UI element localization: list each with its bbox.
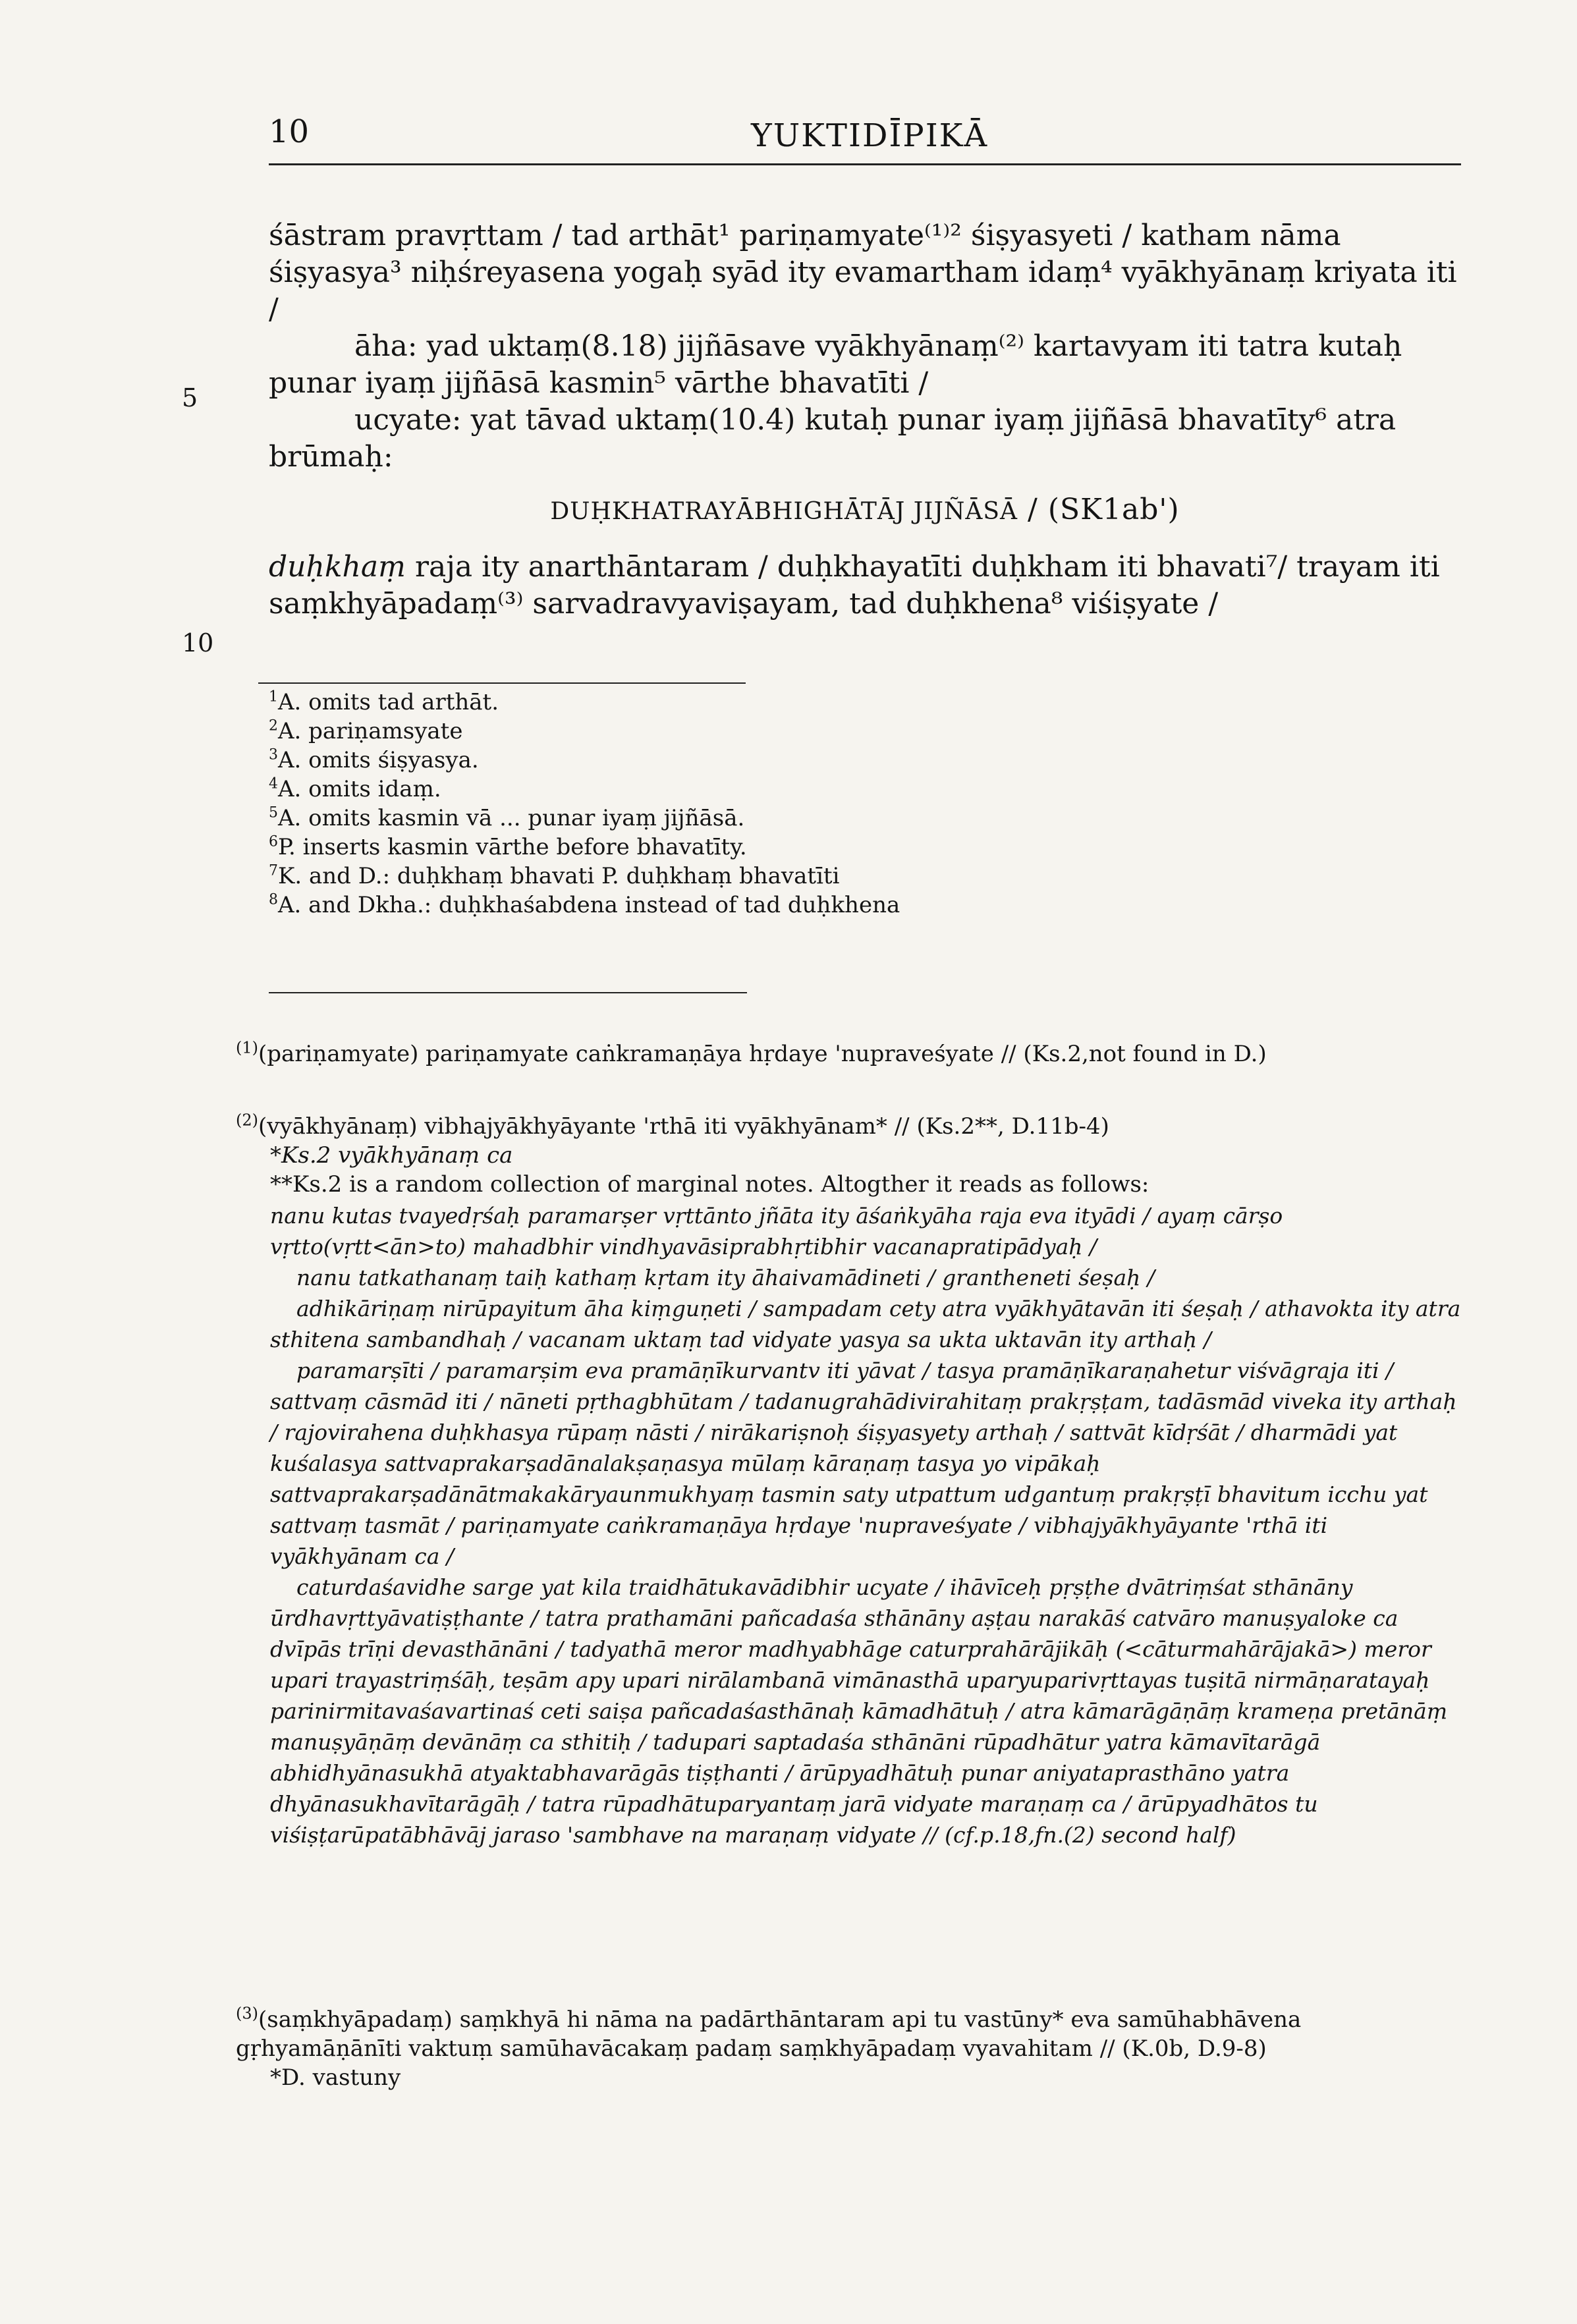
footnote: [269, 862, 1454, 891]
note-marker: (2): [236, 1111, 258, 1130]
karika-heading: [269, 491, 1461, 530]
main-paragraph-3: ucyate: yat tāvad uktaṃ(10.4) kutaḥ punar iyaṃ jijñāsā bhavatīty⁶ atra brūmaḥ:: [269, 403, 1397, 474]
footnote-number: 5: [269, 804, 278, 821]
karika-reference: / (SK1ab'): [1028, 493, 1180, 526]
marginal-note-2: nanu tatkathanaṃ taiḥ kathaṃ kṛtam ity āhaivamādineti / grantheneti śeṣaḥ /: [296, 1265, 1155, 1290]
note-3-head: [236, 2005, 1461, 2063]
marginal-note-4: paramarṣīti / paramarṣim eva pramāṇīkurvantv iti yāvat / tasya pramāṇīkaraṇahetur viśvāgraja iti / sattvaṃ cāsmād iti / nāneti pṛthagbhūtam / tadanugrahādivirahitaṃ prakṛṣṭam, tadāsmād viveka ity arthaḥ / rajovirahena duḥkhasya rūpaṃ nāsti / nirākariṣnoḥ śiṣyasyety arthaḥ / sattvāt kīdṛśāt / dharmādi yat kuśalasya sattvaprakarṣadānalakṣaṇasya mūlaṃ kāraṇaṃ tasya yo vipākaḥ sattvaprakarṣadānātmakakāryaunmukhyaṃ tasmin saty utpattum udgantuṃ prakṛṣṭī bhavitum icchu yat sattvaṃ tasmāt / pariṇamyate caṅkramaṇāya hṛdaye 'nupraveśyate / vibhajyākhyāyante 'rthā iti vyākhyānam ca /: [270, 1358, 1457, 1569]
note-3: [236, 2005, 1461, 2092]
footnote: [269, 775, 1454, 804]
footnote-text: A. omits śiṣyasya.: [278, 747, 479, 773]
footnote-number: 3: [269, 746, 278, 763]
main-paragraph-2: āha: yad uktaṃ(8.18) jijñāsave vyākhyānaṃ⁽²⁾ kartavyam iti tatra kutaḥ punar iyaṃ jijñāsā kasmin⁵ vārthe bhavatīti /: [269, 329, 1402, 400]
footnote: [269, 688, 1454, 717]
marginal-note-1: nanu kutas tvayedṛśaḥ paramarṣer vṛttānto jñāta ity āśaṅkyāha raja eva ityādi / ayaṃ cārṣo vṛtto(vṛtt<ān>to) mahadbhir vindhyavāsiprabhṛtibhir vacanapratipādyaḥ /: [270, 1203, 1283, 1259]
footnote-number: 6: [269, 833, 278, 850]
footnote-number: 1: [269, 688, 278, 706]
footnote-text: P. inserts kasmin vārthe before bhavatīty.: [278, 834, 747, 860]
footnote-text: A. omits kasmin vā ... punar iyaṃ jijñāsā.: [278, 805, 745, 831]
main-paragraph-1: śāstram pravṛttam / tad arthāt¹ pariṇamyate⁽¹⁾² śiṣyasyeti / katham nāma śiṣyasya³ niḥśreyasena yogaḥ syād ity evamartham idaṃ⁴ vyākhyānaṃ kriyata iti /: [269, 219, 1457, 326]
note-1-text: (pariṇamyate) pariṇamyate caṅkramaṇāya hṛdaye 'nupraveśyate // (Ks.2,not found in D.): [258, 1041, 1267, 1067]
note-1-head: [236, 1039, 1461, 1068]
main-paragraph-4-text: raja ity anarthāntaram / duḥkhayatīti duḥkham iti bhavati⁷/ trayam iti saṃkhyāpadaṃ⁽³⁾ sarvadravyaviṣayam, tad duḥkhena⁸ viśiṣyate /: [269, 550, 1440, 621]
note-3-text: (saṃkhyāpadaṃ) saṃkhyā hi nāma na padārthāntaram api tu vastūny* eva samūhabhāvena gṛhyamāṇānīti vaktuṃ samūhavācakaṃ padaṃ saṃkhyāpadaṃ vyavahitam // (K.0b, D.9-8): [236, 2006, 1302, 2062]
note-1: [236, 1039, 1461, 1068]
karika-text: DUḤKHATRAYĀBHIGHĀTĀJ JIJÑĀSĀ: [550, 498, 1018, 525]
footnote-rule: [258, 682, 746, 684]
line-number-10: 10: [182, 628, 214, 657]
note-2-head: [236, 1112, 1461, 1141]
footnote-text: A. pariṇamsyate: [278, 718, 463, 744]
footnote-number: 4: [269, 775, 278, 792]
main-paragraph-4-lemma: duḥkhaṃ: [269, 550, 406, 584]
page-header: [269, 111, 1461, 165]
footnote-text: K. and D.: duḥkhaṃ bhavati P. duḥkhaṃ bhavatīti: [278, 863, 840, 889]
running-title: YUKTIDĪPIKĀ: [751, 117, 989, 154]
note-marker: (1): [236, 1038, 258, 1057]
note-2-text: (vyākhyānaṃ) vibhajyākhyāyante 'rthā iti vyākhyānam* // (Ks.2**, D.11b-4): [258, 1113, 1109, 1140]
line-number-5: 5: [182, 383, 198, 412]
main-text: [269, 217, 1461, 622]
marginal-note-5: caturdaśavidhe sarge yat kila traidhātukavādibhir ucyate / ihāvīceḥ pṛṣṭhe dvātriṃśat sthānāny ūrdhavṛttyāvatiṣṭhante / tatra prathamāni pañcadaśa sthānāny aṣṭau narakāś catvāro manuṣyaloke ca dvīpās trīṇi devasthānāni / tadyathā meror madhyabhāge caturprahārājikāḥ (<cāturmahārājakā>) meror upari trayastriṃśāḥ, teṣām apy upari nirālambanā vimānasthā uparyuparivṛttayas tuṣitā nirmāṇaratayaḥ parinirmitavaśavartinaś ceti saiṣa pañcadaśasthānaḥ kāmadhātuḥ / atra kāmarāgāṇāṃ krameṇa pretānāṃ manuṣyāṇāṃ devānāṃ ca sthitiḥ / tadupari saptadaśa sthānāni rūpadhātur yatra kāmavītarāgā abhidhyānasukhā atyaktabhavarāgās tiṣṭhanti / ārūpyadhātuḥ punar aniyataprasthāno yatra dhyānasukhavītarāgāḥ / tatra rūpadhātuparyantaṃ jarā vidyate maraṇaṃ ca / ārūpyadhātos tu viśiṣṭarūpatābhāvāj jaraso 'sambhave na maraṇaṃ vidyate // (cf.p.18,fn.(2) second half): [270, 1574, 1448, 1848]
footnote: [269, 891, 1454, 920]
footnote: [269, 833, 1454, 862]
footnote-number: 8: [269, 891, 278, 908]
footnote: [269, 717, 1454, 746]
footnote-text: A. omits tad arthāt.: [278, 689, 499, 715]
footnote: [269, 804, 1454, 833]
footnote-text: A. omits idaṃ.: [278, 776, 441, 802]
marginal-note-3: adhikāriṇaṃ nirūpayitum āha kiṃguṇeti / sampadam cety atra vyākhyātavān iti śeṣaḥ / athavokta ity atra sthitena sambandhaḥ / vacanam uktaṃ tad vidyate yasya sa ukta uktavān ity arthaḥ /: [270, 1296, 1461, 1352]
note-3-sub: *D. vastuny: [270, 2064, 401, 2091]
critical-apparatus: [269, 688, 1454, 920]
footnote-number: 2: [269, 717, 278, 734]
note-3-body: [270, 2063, 1461, 2092]
main-paragraph-4: [269, 549, 1461, 622]
note-marker: (3): [236, 2004, 258, 2023]
note-2-body: [270, 1141, 1461, 1199]
page-number: 10: [269, 113, 310, 150]
note-2-sub-2: **Ks.2 is a random collection of marginal notes. Altogther it reads as follows:: [270, 1171, 1149, 1198]
footnote-text: A. and Dkha.: duḥkhaśabdena instead of tad duḥkhena: [278, 892, 900, 918]
footnote: [269, 746, 1454, 775]
notes-rule: [269, 992, 747, 993]
note-2: [236, 1112, 1461, 1850]
footnote-number: 7: [269, 862, 278, 879]
note-2-sub-1: *Ks.2 vyākhyānaṃ ca: [270, 1142, 513, 1169]
note-2-marginalia: [270, 1200, 1461, 1850]
